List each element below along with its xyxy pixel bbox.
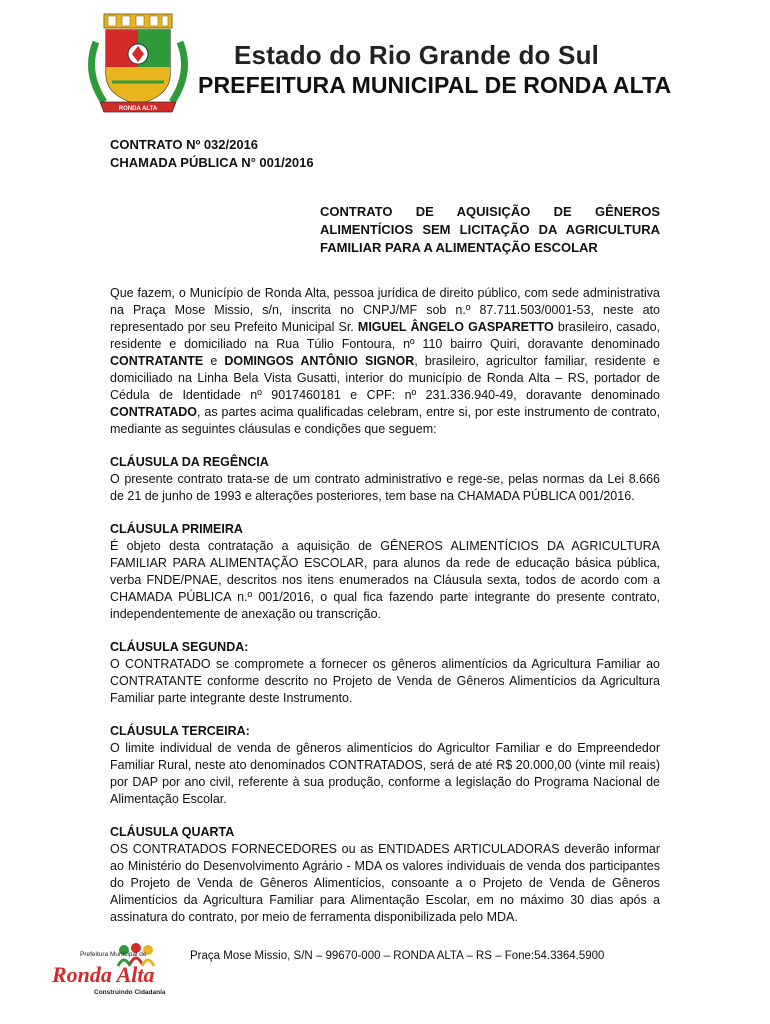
clause-heading: CLÁUSULA TERCEIRA: — [110, 724, 250, 738]
contract-title-last: FAMILIAR PARA A ALIMENTAÇÃO ESCOLAR — [320, 240, 598, 255]
clause-segunda — [110, 639, 660, 707]
contract-title-main: CONTRATO DE AQUISIÇÃO DE GÊNEROS ALIMENTÍCIOS SEM LICITAÇÃO DA AGRICULTURA — [320, 204, 660, 237]
clause-quarta — [110, 824, 660, 926]
clause-text: O CONTRATADO se compromete a fornecer os gêneros alimentícios da Agricultura Familiar ao CONTRATANTE conforme descrito no Projeto de Venda de Gêneros Alimentícios da Agricultura Familiar parte integrante deste Instrumento. — [110, 657, 660, 705]
clause-text: É objeto desta contratação a aquisição de GÊNEROS ALIMENTÍCIOS DA AGRICULTURA FAMILIAR PARA ALIMENTAÇÃO ESCOLAR, para alunos da rede de educação básica pública, verba FNDE/PNAE, descritos nos itens enumerados na Cláusula sexta, todos de acordo com a CHAMADA PÚBLICA n.º 001/2016, o qual fica fazendo parte integrante do presente contrato, independentemente de anexação ou transcrição. — [110, 539, 660, 621]
coat-of-arms-icon — [82, 12, 194, 114]
contract-header — [110, 136, 314, 172]
prefeitura-name: PREFEITURA MUNICIPAL DE RONDA ALTA — [198, 72, 672, 98]
clause-heading: CLÁUSULA DA REGÊNCIA — [110, 455, 269, 469]
intro-paragraph — [110, 285, 660, 438]
clause-heading: CLÁUSULA PRIMEIRA — [110, 522, 243, 536]
clause-text: O presente contrato trata-se de um contrato administrativo e rege-se, pelas normas da Lei 8.666 de 21 de junho de 1993 e alterações posteriores, tem base na CHAMADA PÚBLICA 001/2016. — [110, 472, 660, 503]
contractor-name: DOMINGOS ANTÔNIO SIGNOR — [224, 354, 415, 368]
state-name: Estado do Rio Grande do Sul — [234, 40, 600, 70]
intro-text-1: Que fazem, o Município de Ronda Alta, pessoa jurídica de direito público, com sede administrativa na Praça Mose Missio, s/n, inscrita no CNPJ/MF sob n.º 87.711.503/0001-53, neste ato representado por seu Prefeito Municipal Sr. — [110, 286, 660, 334]
crest-motto: RONDA ALTA — [118, 106, 158, 112]
logo-name: Ronda Alta — [52, 962, 155, 987]
intro-text-3: , brasileiro, agricultor familiar, residente e domiciliado na Linha Bela Vista Gusatti, interior do município de Ronda Alta – RS, portador de Cédula de Identidade nº 9017460181 e CPF: nº 231.336.940-49, doravante denominado — [110, 354, 660, 402]
contratante-label: CONTRATANTE — [110, 354, 204, 368]
clause-heading: CLÁUSULA SEGUNDA: — [110, 640, 249, 654]
intro-text-2: brasileiro, casado, residente e domiciliado na Rua Túlio Fontoura, nº 110 bairro Quiri, doravante denominado — [110, 320, 660, 351]
logo-top-text: Prefeitura Municipal de — [80, 951, 147, 958]
footer-address: Praça Mose Missio, S/N – 99670-000 – RONDA ALTA – RS – Fone:54.3364.5900 — [190, 950, 605, 962]
clause-text: OS CONTRATADOS FORNECEDORES ou as ENTIDADES ARTICULADORAS deverão informar ao Ministério do Desenvolvimento Agrário - MDA os valores individuais de venda dos participantes do Projeto de Venda de Gêneros Alimentícios, consoante a o Projeto de Venda de Gêneros Alimentícios da Agricultura Familiar para Alimentação Escolar, em no máximo 30 dias após a assinatura do contrato, por meio de ferramenta disponibilizada pelo MDA. — [110, 842, 660, 924]
clause-text: O limite individual de venda de gêneros alimentícios do Agricultor Familiar e do Empreendedor Familiar Rural, neste ato denominados CONTRATADOS, será de até R$ 20.000,00 (vinte mil reais) por DAP por ano civil, referente à sua produção, conforme a legislação do Programa Nacional de Alimentação Escolar. — [110, 741, 660, 806]
clause-primeira — [110, 521, 660, 623]
contract-body — [110, 285, 660, 926]
public-call-number: CHAMADA PÚBLICA N° 001/2016 — [110, 155, 314, 170]
contract-number: CONTRATO Nº 032/2016 — [110, 137, 259, 152]
clause-regencia — [110, 454, 660, 505]
municipal-logo-icon — [48, 936, 178, 998]
mayor-name: MIGUEL ÂNGELO GASPARETTO — [357, 320, 554, 334]
intro-text-4: , as partes acima qualificadas celebram, entre si, por este instrumento de contrato, mediante as seguintes cláusulas e condições que seguem: — [110, 405, 660, 436]
clause-heading: CLÁUSULA QUARTA — [110, 825, 235, 839]
intro-conjunction: e — [203, 354, 225, 368]
contract-title — [320, 203, 660, 257]
logo-slogan: Construindo Cidadania — [94, 989, 166, 996]
contratado-label: CONTRATADO — [110, 405, 198, 419]
clause-terceira — [110, 723, 660, 808]
